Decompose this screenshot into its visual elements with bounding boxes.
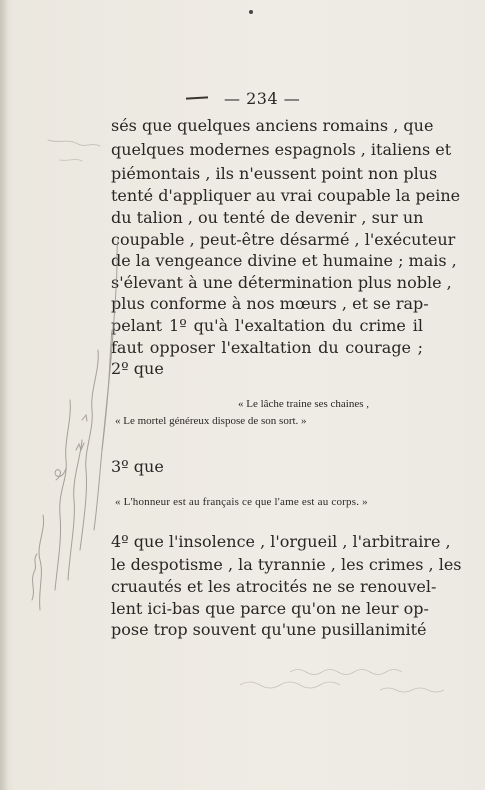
text-line: du talion , ou tenté de devenir , sur un — [111, 208, 424, 227]
text-line: faut opposer l'exaltation du courage ; — [111, 338, 423, 357]
handwritten-margin-note-icon — [10, 120, 120, 620]
quote-line: « Le mortel généreux dispose de son sort. » — [115, 415, 307, 427]
text-line: lent ici-bas que parce qu'on ne leur op- — [111, 599, 429, 618]
text-line: de la vengeance divine et humaine ; mais , — [111, 251, 457, 270]
text-line: pose trop souvent qu'une pusillanimité — [111, 620, 427, 639]
bleed-through-text-icon — [230, 660, 470, 700]
text-line: coupable , peut-être désarmé , l'exécuteur — [111, 230, 456, 249]
quotation-2: « L'honneur est au français ce que l'ame est au corps. » — [115, 496, 368, 508]
text-line: piémontais , ils n'eussent point non plus — [111, 164, 438, 183]
ink-dot — [249, 10, 253, 14]
text-line: 2º que — [111, 359, 164, 378]
text-line: tenté d'appliquer au vrai coupable la peine — [111, 186, 461, 205]
text-line: 4º que l'insolence , l'orgueil , l'arbitraire , — [111, 532, 451, 551]
text-line: cruautés et les atrocités ne se renouvel- — [111, 577, 437, 596]
page-gutter-shadow — [0, 0, 8, 790]
page-header — [0, 88, 485, 110]
page-number: — 234 — — [224, 89, 301, 108]
text-line: pelant 1º qu'à l'exaltation du crime il — [111, 316, 423, 335]
text-line: quelques modernes espagnols , italiens et — [111, 140, 452, 159]
header-ornament — [186, 96, 208, 99]
text-line: s'élevant à une détermination plus noble , — [111, 273, 452, 292]
text-line: plus conforme à nos mœurs , et se rap- — [111, 294, 429, 313]
point-3-label: 3º que — [111, 457, 164, 476]
quote-line: « Le lâche traine ses chaines , — [238, 398, 370, 410]
text-line: sés que quelques anciens romains , que — [111, 116, 434, 135]
text-line: le despotisme , la tyrannie , les crimes , les — [111, 555, 462, 574]
